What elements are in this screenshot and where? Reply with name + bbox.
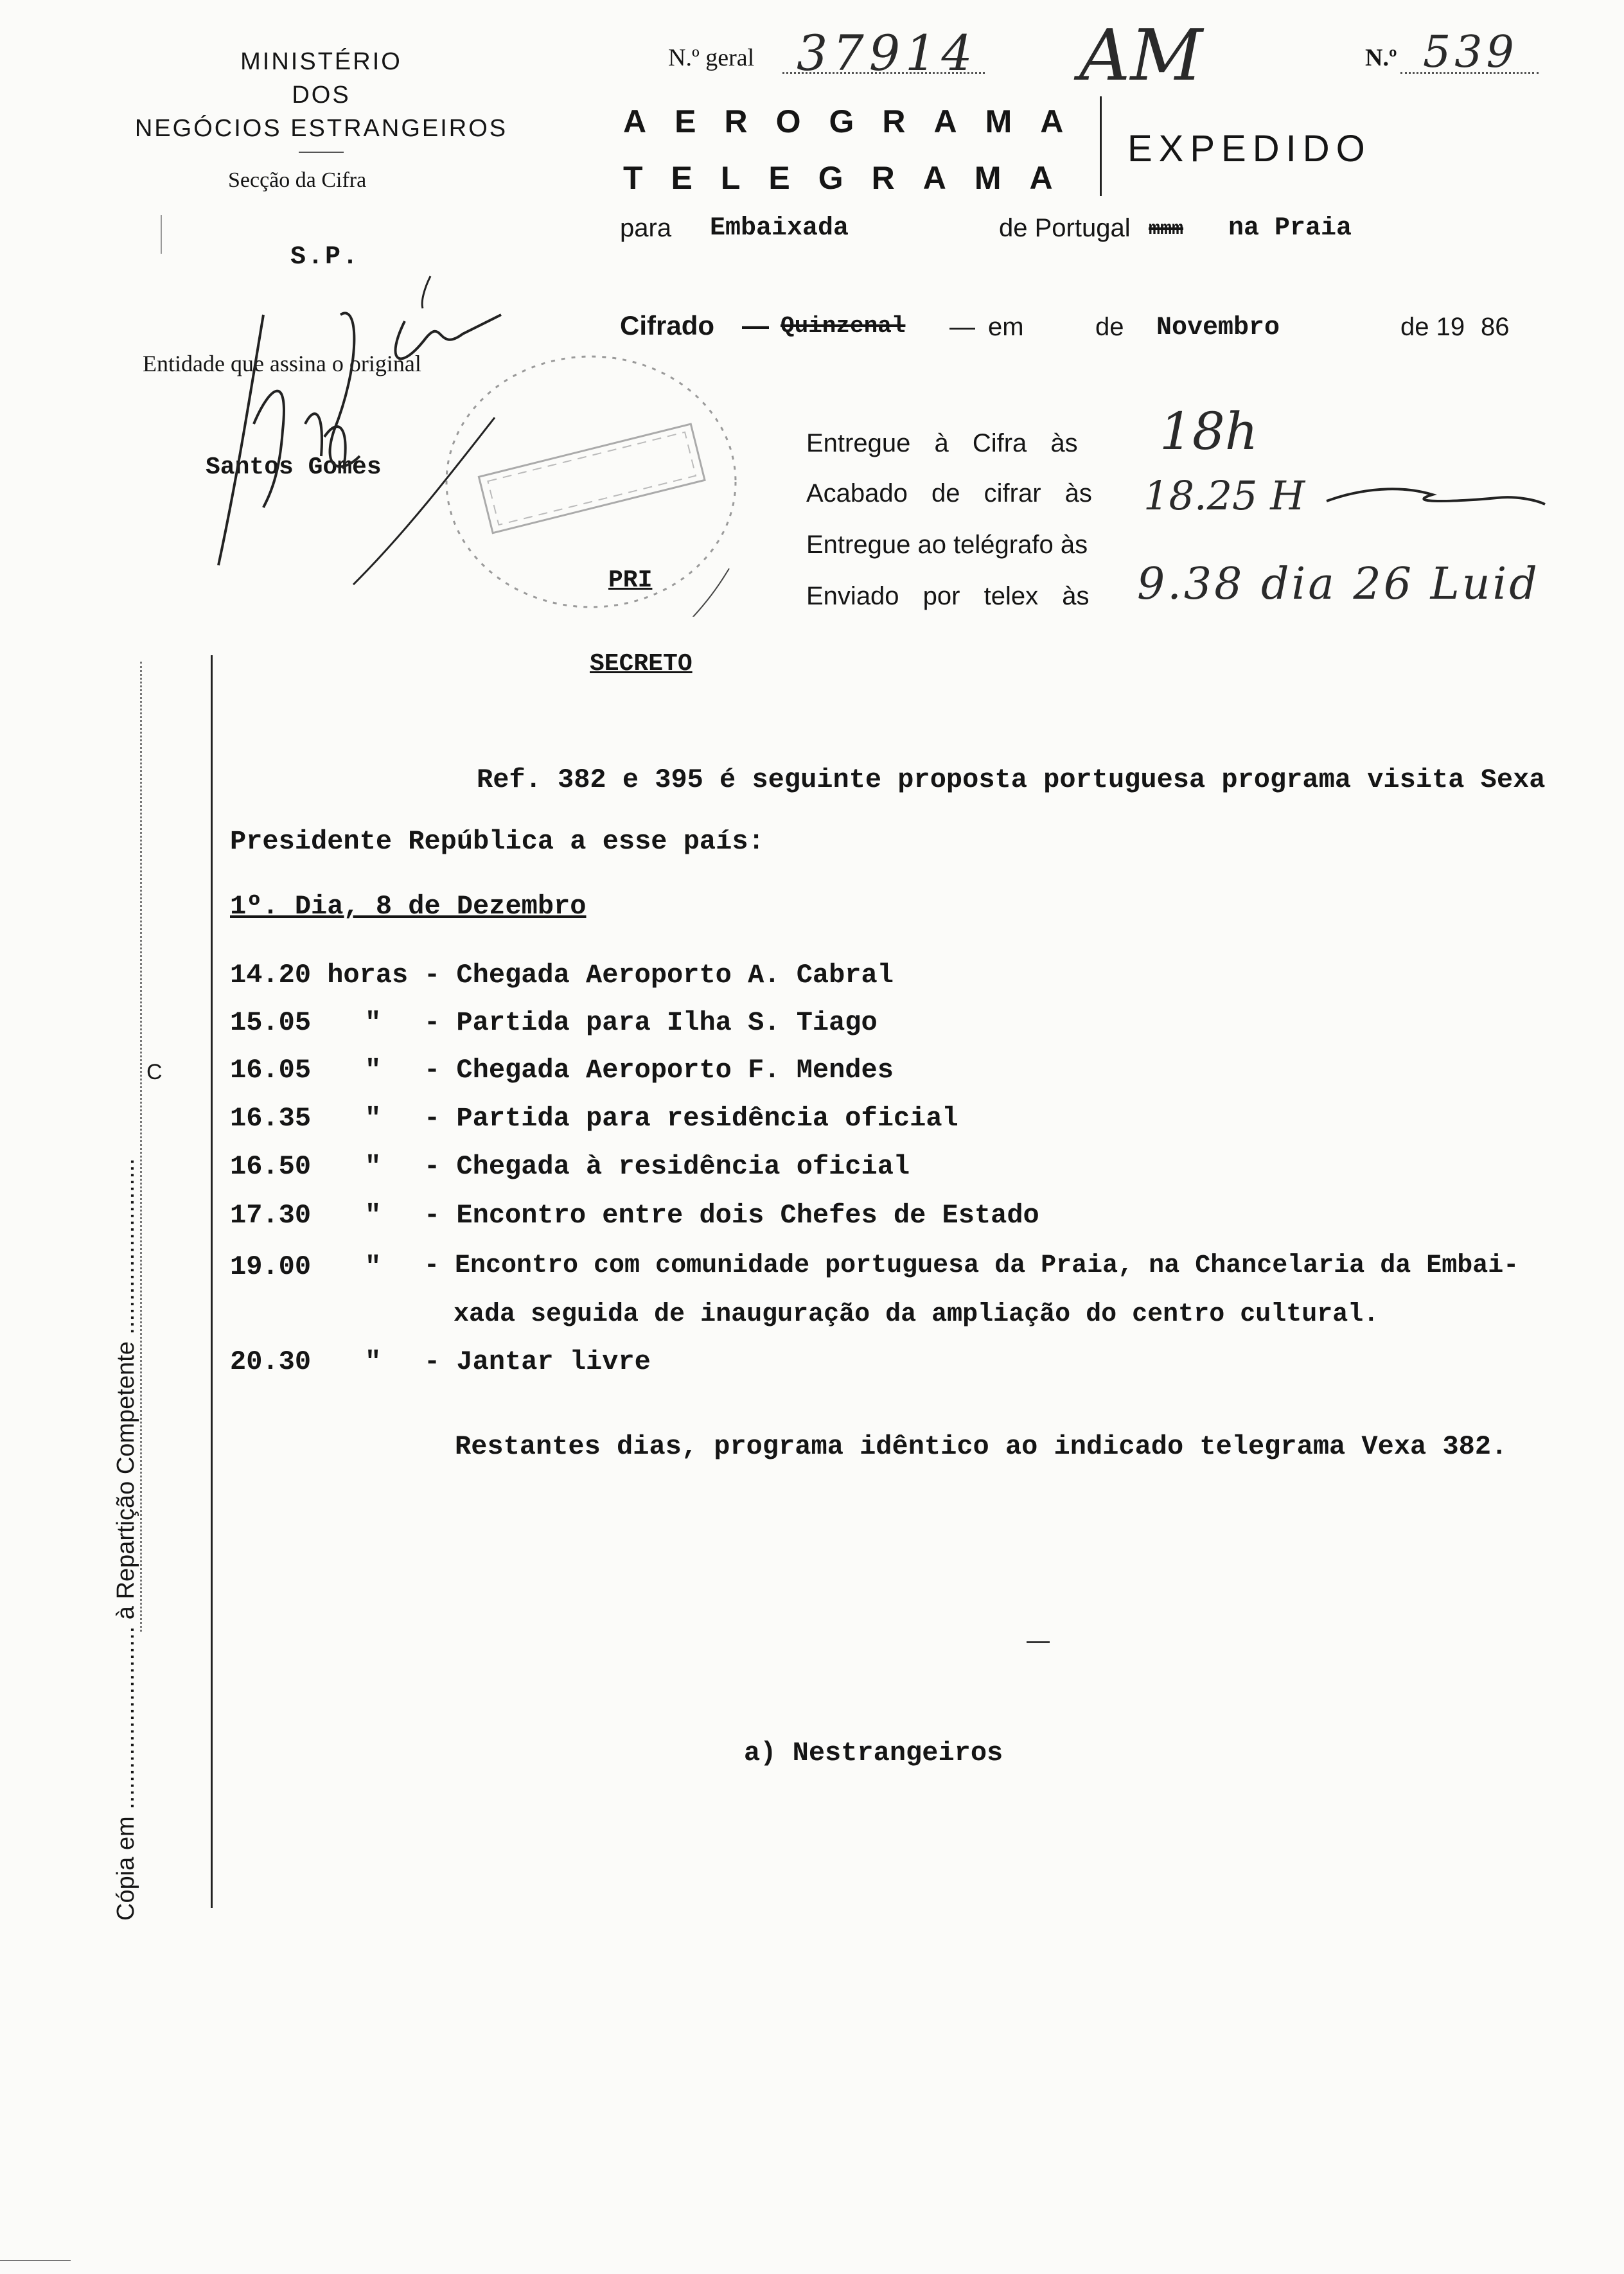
schedule-time: 14.20 horas: [230, 960, 409, 991]
stray-mark: [1027, 1641, 1050, 1643]
schedule-desc: - Partida para Ilha S. Tiago: [424, 1007, 878, 1038]
margin-rule: [211, 655, 213, 1908]
entregue-telegrafo-label: Entregue ao telégrafo às: [806, 531, 1088, 559]
year-suffix: 86: [1481, 313, 1510, 341]
schedule-ditto: ": [365, 1151, 382, 1182]
cifrado-struck: Quinzenal: [781, 313, 906, 339]
bottom-edge-mark: [0, 2260, 71, 2261]
title-telegrama: TELEGRAMA: [623, 160, 1081, 196]
title-bracket: [1100, 96, 1102, 196]
closing-line: Restantes dias, programa idêntico ao indicado telegrama Vexa 382.: [455, 1431, 1508, 1462]
schedule-desc-continued: xada seguida de inauguração da ampliação do centro cultural.: [454, 1300, 1379, 1329]
day-heading: 1º. Dia, 8 de Dezembro: [230, 891, 587, 922]
schedule-ditto: ": [365, 1007, 382, 1038]
title-aerograma: AEROGRAMA: [623, 103, 1092, 139]
ministry-line-1: MINISTÉRIO: [240, 48, 402, 75]
section-label: Secção da Cifra: [228, 168, 367, 192]
schedule-desc: - Partida para residência oficial: [424, 1103, 958, 1134]
month: Novembro: [1156, 313, 1280, 342]
de-portugal-label: de Portugal: [999, 214, 1131, 242]
ministry-header: [90, 45, 552, 145]
para-label: para: [620, 214, 672, 242]
schedule-ditto: ": [365, 1346, 382, 1377]
geral-number: 37914: [797, 24, 978, 82]
schedule-time: 17.30: [230, 1200, 312, 1231]
ministry-line-3: NEGÓCIOS ESTRANGEIROS: [134, 115, 508, 142]
signature-line: a) Nestrangeiros: [744, 1738, 1003, 1768]
schedule-time: 16.05: [230, 1055, 312, 1086]
schedule-time: 20.30: [230, 1346, 312, 1377]
faded-stamp: [437, 347, 745, 617]
schedule-desc: - Jantar livre: [424, 1346, 651, 1377]
schedule-time: 19.00: [230, 1251, 312, 1282]
schedule-desc: - Encontro entre dois Chefes de Estado: [424, 1200, 1039, 1231]
geral-label: N.º geral: [668, 44, 755, 71]
priority-label: PRI: [608, 567, 653, 594]
schedule-desc: - Encontro com comunidade portuguesa da Praia, na Chancelaria da Embai-: [424, 1251, 1519, 1280]
entregue-cifra-label: Entregue à Cifra às: [806, 429, 1078, 457]
de-label: de: [1095, 313, 1124, 341]
margin-copy-note: Cópia em ........................... à Repartição Competente ..........................: [112, 1158, 139, 1921]
number-label: N.º: [1365, 44, 1397, 71]
handwritten-initials: AM: [1079, 14, 1203, 96]
acabado-flourish: [1323, 475, 1548, 520]
schedule-time: 16.50: [230, 1151, 312, 1182]
cifrado-dash-1: —: [742, 310, 769, 340]
schedule-ditto: ": [365, 1200, 382, 1231]
margin-dotted-line: [140, 662, 142, 1632]
schedule-desc: - Chegada Aeroporto F. Mendes: [424, 1055, 894, 1086]
entregue-cifra-value: 18h: [1160, 401, 1258, 461]
schedule-time: 15.05: [230, 1007, 312, 1038]
ministry-line-2: DOS: [292, 82, 351, 109]
em-label: em: [988, 313, 1024, 341]
intro-line-1: Ref. 382 e 395 é seguinte proposta portuguesa programa visita Sexa: [477, 764, 1546, 795]
enviado-label: Enviado por telex às: [806, 582, 1090, 610]
margin-c: C: [146, 1060, 163, 1084]
year-prefix: de 19: [1400, 313, 1465, 341]
struck-word: mmm: [1149, 218, 1184, 240]
schedule-desc: - Chegada Aeroporto A. Cabral: [424, 960, 894, 991]
classification-label: SECRETO: [590, 650, 693, 678]
schedule-ditto: ": [365, 1103, 382, 1134]
margin-tick: [161, 215, 162, 254]
schedule-desc: - Chegada à residência oficial: [424, 1151, 910, 1182]
intro-line-2: Presidente República a esse país:: [230, 826, 764, 857]
ministry-divider: [299, 152, 344, 153]
schedule-time: 16.35: [230, 1103, 312, 1134]
schedule-ditto: ": [365, 1251, 382, 1282]
acabado-label: Acabado de cifrar às: [806, 479, 1092, 507]
enviado-value: 9.38 dia 26 Luid: [1137, 559, 1540, 610]
destination: na Praia: [1228, 214, 1352, 243]
sp-label: S.P.: [290, 243, 360, 272]
signer-name: Santos Gomes: [206, 454, 382, 481]
entity-label: Entidade que assina o original: [143, 351, 421, 376]
schedule-ditto: ": [365, 1055, 382, 1086]
para-value: Embaixada: [710, 214, 849, 243]
cifrado-label: Cifrado: [620, 310, 714, 340]
number-value: 539: [1423, 27, 1518, 78]
cifrado-dash-2: —: [949, 313, 975, 341]
status-expedido: EXPEDIDO: [1127, 128, 1372, 170]
acabado-value: 18.25 H: [1143, 472, 1305, 519]
